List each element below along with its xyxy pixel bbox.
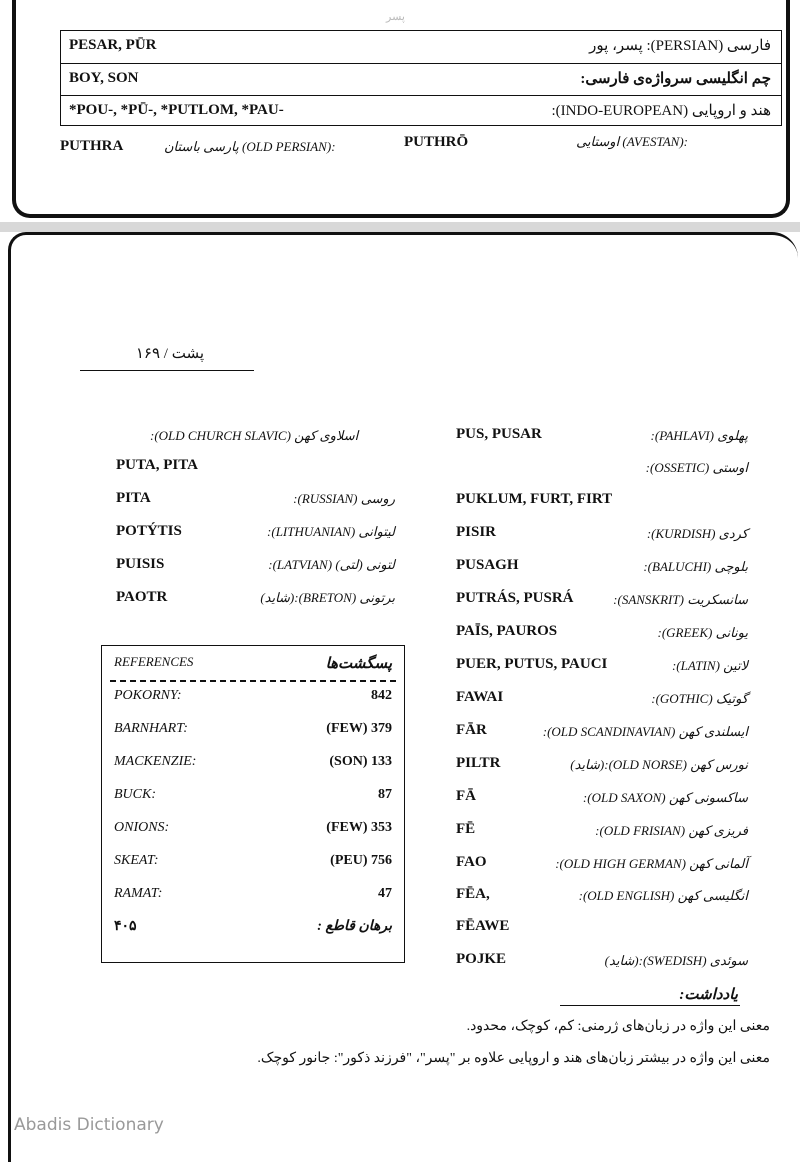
right-word-9: FĀR (456, 722, 487, 738)
references-box (101, 645, 405, 963)
right-word-4: PUSAGH (456, 557, 519, 573)
right-label-9: ایسلندی کهن (OLD SCANDINAVIAN): (542, 724, 748, 739)
left-word-1: PUTA, PITA (116, 457, 198, 473)
right-label-1: اوستی (OSSETIC): (645, 460, 748, 475)
indo-european-label: هند و اروپایی (INDO-EUROPEAN): (551, 103, 771, 119)
right-word-5: PUTRÁS, PUSRÁ (456, 590, 574, 606)
right-label-11: ساکسونی کهن (OLD SAXON): (582, 790, 748, 805)
left-word-5: PAOTR (116, 589, 168, 605)
reference-row (114, 853, 392, 873)
right-word-2: PUKLUM, FURT, FIRT (456, 491, 613, 507)
right-word-15: FĒAWE (456, 918, 510, 934)
reference-row (114, 787, 392, 807)
left-label-0: اسلاوی کهن (OLD CHURCH SLAVIC): (150, 428, 359, 443)
references-header-fa: پسگشت‌ها (325, 656, 392, 672)
right-label-3: کردی (KURDISH): (646, 526, 748, 541)
right-label-13: آلمانی کهن (OLD HIGH GERMAN): (555, 856, 748, 871)
indo-european-row (61, 95, 781, 127)
right-label-8: گوتیک (GOTHIC): (651, 691, 748, 706)
right-label-6: یونانی (GREEK): (657, 625, 748, 640)
right-label-14: انگلیسی کهن (OLD ENGLISH): (578, 888, 748, 903)
reference-name: BARNHART: (114, 721, 188, 736)
english-label: چم انگلیسی سرواژه‌ی فارسی: (580, 71, 771, 87)
notes-underline (560, 1005, 740, 1006)
right-word-14: FĒA, (456, 886, 490, 902)
page-header: پشت / ۱۶۹ (135, 346, 204, 362)
left-label-5: برتونی (BRETON):(شاید) (260, 590, 395, 605)
english-meaning: BOY, SON (69, 70, 139, 86)
right-word-10: PILTR (456, 755, 501, 771)
english-row (61, 63, 781, 95)
left-label-2: روسی (RUSSIAN): (293, 491, 395, 506)
note-line-1: معنی این واژه در زبان‌های ژرمنی: کم، کوچک، محدود. (466, 1019, 770, 1034)
right-word-7: PUER, PUTUS, PAUCI (456, 656, 608, 672)
persian-word: PESAR, PŪR (69, 37, 157, 53)
right-word-8: FAWAI (456, 689, 504, 705)
right-word-3: PISIR (456, 524, 497, 540)
reference-row (114, 886, 392, 906)
references-header-en: REFERENCES (114, 654, 194, 669)
left-label-4: لتونی (لتی) (LATVIAN): (268, 557, 395, 572)
reference-value: (FEW) 379 (326, 721, 392, 736)
reference-name: SKEAT: (114, 853, 159, 868)
reference-value: (FEW) 353 (326, 820, 392, 835)
entry-header-table (60, 30, 782, 126)
reference-row (114, 820, 392, 840)
reference-row (114, 688, 392, 708)
right-label-4: بلوچی (BALUCHI): (643, 559, 748, 574)
left-word-4: PUISIS (116, 556, 165, 572)
reference-name: ONIONS: (114, 820, 170, 835)
top-watermark: پسر (386, 11, 405, 23)
persian-row (61, 31, 781, 63)
right-word-13: FAO (456, 854, 487, 870)
right-label-7: لاتین (LATIN): (671, 658, 748, 673)
persian-label: فارسی (PERSIAN): پسر، پور (589, 38, 771, 54)
right-label-12: فریزی کهن (OLD FRISIAN): (595, 823, 748, 838)
burhan-value: ۴۰۵ (114, 919, 137, 934)
right-word-0: PUS, PUSAR (456, 426, 542, 442)
reference-row (114, 754, 392, 774)
indo-european-roots: *POU-, *PŪ-, *PUTLOM, *PAU- (69, 102, 284, 118)
right-word-16: POJKE (456, 951, 507, 967)
notes-heading: یادداشت: (679, 987, 738, 1003)
old-persian-word: PUTHRA (60, 138, 124, 154)
reference-value: (PEU) 756 (330, 853, 392, 868)
reference-name: POKORNY: (114, 688, 182, 703)
right-label-5: سانسکریت (SANSKRIT): (613, 592, 748, 607)
right-label-10: نورس کهن (OLD NORSE):(شاید) (570, 757, 748, 772)
reference-name: MACKENZIE: (114, 754, 197, 769)
old-persian-label: :(OLD PERSIAN) پارسی باستان (164, 139, 336, 154)
left-word-3: POTÝTIS (116, 523, 182, 539)
reference-value: 47 (378, 886, 392, 901)
right-word-11: FĀ (456, 788, 476, 804)
left-word-2: PITA (116, 490, 151, 506)
reference-name: BUCK: (114, 787, 156, 802)
burhan-row (114, 918, 392, 938)
reference-name: RAMAT: (114, 886, 163, 901)
top-entry-card (12, 0, 790, 218)
references-divider (110, 680, 396, 682)
left-label-3: لیتوانی (LITHUANIAN): (267, 524, 395, 539)
right-word-12: FĒ (456, 821, 476, 837)
right-label-0: پهلوی (PAHLAVI): (650, 428, 748, 443)
right-label-16: سوئدی (SWEDISH):(شاید) (604, 953, 748, 968)
header-underline (80, 370, 254, 371)
reference-row (114, 721, 392, 741)
reference-value: 87 (378, 787, 392, 802)
avestan-label: :(AVESTAN) اوستایی (576, 134, 688, 149)
reference-value: 842 (371, 688, 392, 703)
footer-brand: Abadis Dictionary (14, 1115, 164, 1135)
burhan-label: برهان قاطع : (317, 919, 392, 934)
reference-value: (SON) 133 (329, 754, 392, 769)
right-word-6: PAĪS, PAUROS (456, 623, 558, 639)
page-separator (0, 222, 800, 232)
avestan-word: PUTHRŌ (404, 134, 469, 150)
note-line-2: معنی این واژه در بیشتر زبان‌های هند و اروپایی علاوه بر "پسر"، "فرزند ذکور": جانور کوچک. (257, 1051, 770, 1066)
